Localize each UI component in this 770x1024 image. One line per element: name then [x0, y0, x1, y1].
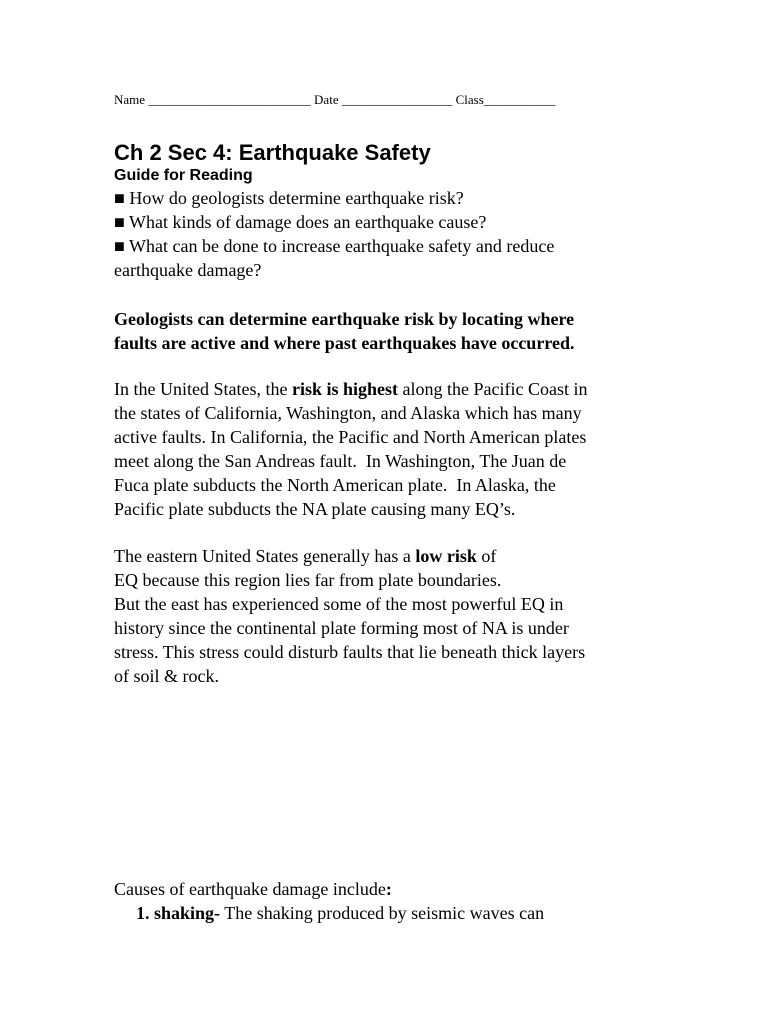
name-label: Name — [114, 92, 146, 107]
guide-question: ■ What kinds of damage does an earthquake cause? — [114, 212, 487, 232]
text-run: of — [476, 546, 497, 566]
text-run: along the Pacific Coast in — [398, 379, 588, 399]
guide-question: earthquake damage? — [114, 260, 262, 280]
cause-item-text: The shaking produced by seismic waves can — [220, 903, 545, 923]
page-title: Ch 2 Sec 4: Earthquake Safety — [114, 140, 431, 165]
header-fields — [114, 92, 555, 108]
causes-heading — [114, 877, 674, 901]
text-run: In the United States, the — [114, 379, 292, 399]
paragraph-line: active faults. In California, the Pacific and North American plates — [114, 427, 587, 447]
guide-question: ■ How do geologists determine earthquake risk? — [114, 188, 464, 208]
class-blank: ___________ — [483, 92, 556, 107]
class-label: Class — [455, 92, 484, 107]
text-run: Causes of earthquake damage include — [114, 879, 386, 899]
causes-section — [114, 877, 674, 925]
cause-item-label: 1. shaking- — [136, 903, 221, 923]
page-subtitle: Guide for Reading — [114, 167, 253, 184]
paragraph-line — [114, 544, 694, 568]
paragraph-line: But the east has experienced some of the most powerful EQ in — [114, 594, 564, 614]
date-blank: _________________ — [341, 92, 453, 107]
paragraph-line: Fuca plate subducts the North American plate. In Alaska, the — [114, 475, 556, 495]
paragraph-line — [114, 377, 694, 401]
paragraph-east-risk — [114, 544, 694, 688]
emphasis-risk-highest: risk is highest — [291, 379, 398, 399]
key-statement — [114, 307, 674, 355]
name-blank: _________________________ — [148, 92, 311, 107]
paragraph-west-risk — [114, 377, 694, 521]
guide-question: ■ What can be done to increase earthquake safety and reduce — [114, 236, 555, 256]
paragraph-line: meet along the San Andreas fault. In Washington, The Juan de — [114, 451, 567, 471]
paragraph-line: Pacific plate subducts the NA plate causing many EQ’s. — [114, 499, 516, 519]
date-label: Date — [314, 92, 339, 107]
paragraph-line: EQ because this region lies far from plate boundaries. — [114, 570, 502, 590]
paragraph-line: of soil & rock. — [114, 666, 219, 686]
paragraph-line: the states of California, Washington, and Alaska which has many — [114, 403, 582, 423]
text-run: : — [385, 879, 392, 899]
emphasis-low-risk: low risk — [415, 546, 477, 566]
guide-questions — [114, 186, 674, 282]
paragraph-line: history since the continental plate forming most of NA is under — [114, 618, 569, 638]
paragraph-line: stress. This stress could disturb faults that lie beneath thick layers — [114, 642, 586, 662]
key-statement-line: Geologists can determine earthquake risk by locating where — [114, 309, 575, 329]
cause-item — [114, 901, 674, 925]
text-run: The eastern United States generally has a — [114, 546, 416, 566]
key-statement-line: faults are active and where past earthquakes have occurred. — [114, 333, 575, 353]
